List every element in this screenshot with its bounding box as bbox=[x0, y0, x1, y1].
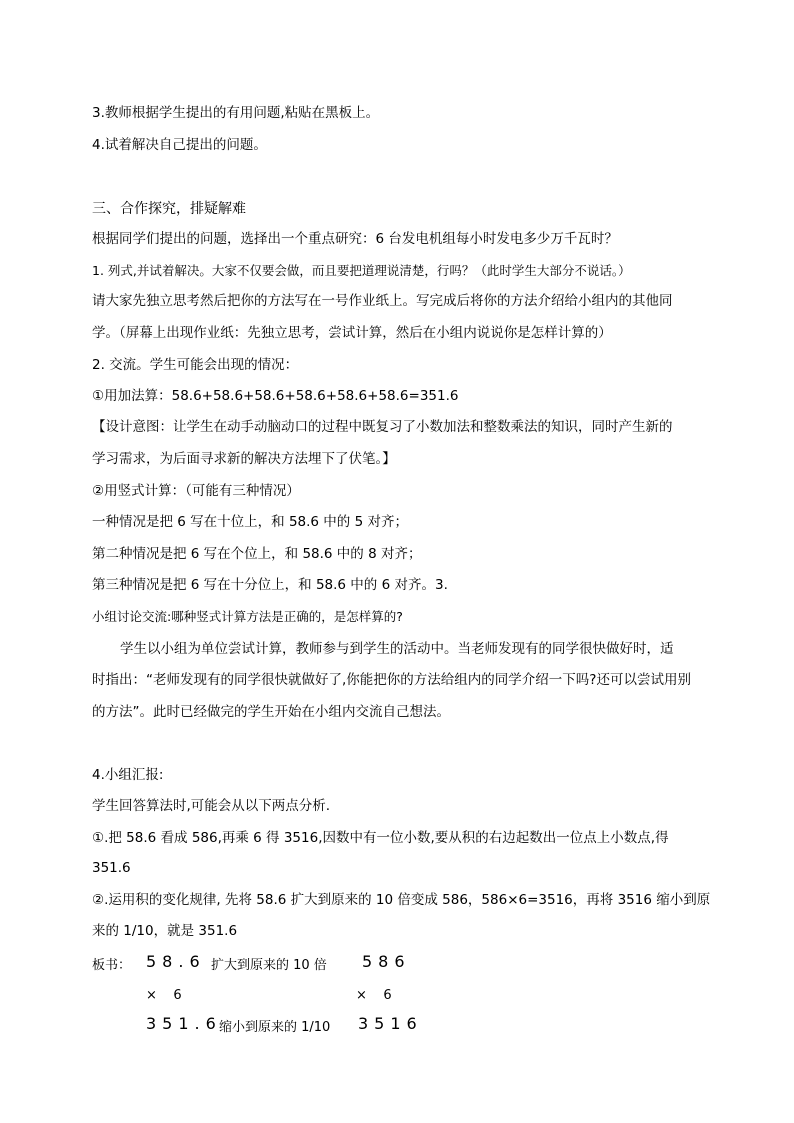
board-decimal-product: 351.6 bbox=[146, 1014, 222, 1033]
board-row3-left bbox=[146, 1014, 222, 1034]
board-integer-factor: 586 bbox=[362, 952, 411, 971]
board-row2-right bbox=[356, 984, 392, 1006]
paragraph-group-report: 4.小组汇报: bbox=[92, 767, 164, 783]
paragraph-step-4: 4.试着解决自己提出的问题。 bbox=[92, 137, 267, 153]
board-row1-right bbox=[362, 952, 411, 972]
paragraph-group-activity-2: 时指出：“老师发现有的同学很快就做好了,你能把你的方法给组内的同学介绍一下吗?还可以尝试用别 bbox=[92, 672, 691, 688]
paragraph-group-discussion: 小组讨论交流:哪种竖式计算方法是正确的，是怎样算的? bbox=[92, 609, 403, 624]
board-note-reduce: 缩小到原来的 1/10 bbox=[219, 1020, 331, 1035]
paragraph-analysis-1: ①.把 58.6 看成 586,再乘 6 得 3516,因数中有一位小数,要从积的右边起数出一位点上小数点,得 bbox=[92, 830, 669, 846]
paragraph-vertical-method: ②用竖式计算：（可能有三种情况） bbox=[92, 483, 300, 499]
board-multiply-left: × 6 bbox=[146, 988, 182, 1003]
board-decimal-factor: 58.6 bbox=[146, 952, 206, 971]
paragraph-addition-method: ①用加法算：58.6+58.6+58.6+58.6+58.6+58.6=351.6 bbox=[92, 388, 459, 404]
paragraph-analysis-2: ②.运用积的变化规律, 先将 58.6 扩大到原来的 10 倍变成 586，586×6=3516，再将 3516 缩小到原 bbox=[92, 892, 711, 908]
board-row2-left bbox=[146, 984, 182, 1006]
paragraph-step-3: 3.教师根据学生提出的有用问题,粘贴在黑板上。 bbox=[92, 105, 380, 121]
board-row1-left bbox=[146, 952, 206, 972]
paragraph-case-2: 第二种情况是把 6 写在个位上，和 58.6 中的 8 对齐； bbox=[92, 546, 422, 562]
board-multiply-right: × 6 bbox=[356, 988, 392, 1003]
paragraph-key-question: 根据同学们提出的问题，选择出一个重点研究：6 台发电机组每小时发电多少万千瓦时？ bbox=[92, 231, 618, 247]
board-row3-note bbox=[219, 1016, 330, 1038]
paragraph-analysis-2-result: 来的 1/10，就是 351.6 bbox=[92, 923, 238, 939]
board-row3-right bbox=[358, 1014, 423, 1034]
paragraph-group-activity-1: 学生以小组为单位尝试计算，教师参与到学生的活动中。当老师发现有的同学很快做好时，适 bbox=[120, 641, 674, 657]
board-integer-product: 3516 bbox=[358, 1014, 423, 1033]
board-label-text: 板书： bbox=[92, 958, 132, 973]
paragraph-design-intent-2: 学习需求，为后面寻求新的解决方法埋下了伏笔。】 bbox=[92, 451, 396, 467]
board-row1-note bbox=[211, 954, 327, 976]
paragraph-exchange: 2. 交流。学生可能会出现的情况： bbox=[92, 357, 299, 373]
paragraph-instructions-1: 请大家先独立思考然后把你的方法写在一号作业纸上。写完成后将你的方法介绍给小组内的其他同 bbox=[92, 293, 673, 309]
paragraph-instructions-2: 学。（屏幕上出现作业纸：先独立思考，尝试计算，然后在小组内说说你是怎样计算的） bbox=[92, 325, 612, 341]
paragraph-group-activity-3: 的方法”。此时已经做完的学生开始在小组内交流自己想法。 bbox=[92, 704, 450, 720]
board-label bbox=[92, 954, 131, 976]
paragraph-analysis-1-result: 351.6 bbox=[92, 860, 131, 876]
paragraph-answer-analysis: 学生回答算法时,可能会从以下两点分析. bbox=[92, 798, 331, 814]
paragraph-design-intent-1: 【设计意图：让学生在动手动脑动口的过程中既复习了小数加法和整数乘法的知识，同时产生新的 bbox=[92, 419, 673, 435]
board-note-enlarge: 扩大到原来的 10 倍 bbox=[211, 958, 327, 973]
paragraph-case-3: 第三种情况是把 6 写在十分位上，和 58.6 中的 6 对齐。3. bbox=[92, 577, 448, 593]
paragraph-case-1: 一种情况是把 6 写在十位上，和 58.6 中的 5 对齐； bbox=[92, 514, 408, 530]
section-heading: 三、合作探究，排疑解难 bbox=[92, 201, 246, 217]
paragraph-list-expression: 1. 列式,并试着解决。大家不仅要会做，而且要把道理说清楚，行吗？（此时学生大部分不说话。） bbox=[92, 263, 631, 278]
